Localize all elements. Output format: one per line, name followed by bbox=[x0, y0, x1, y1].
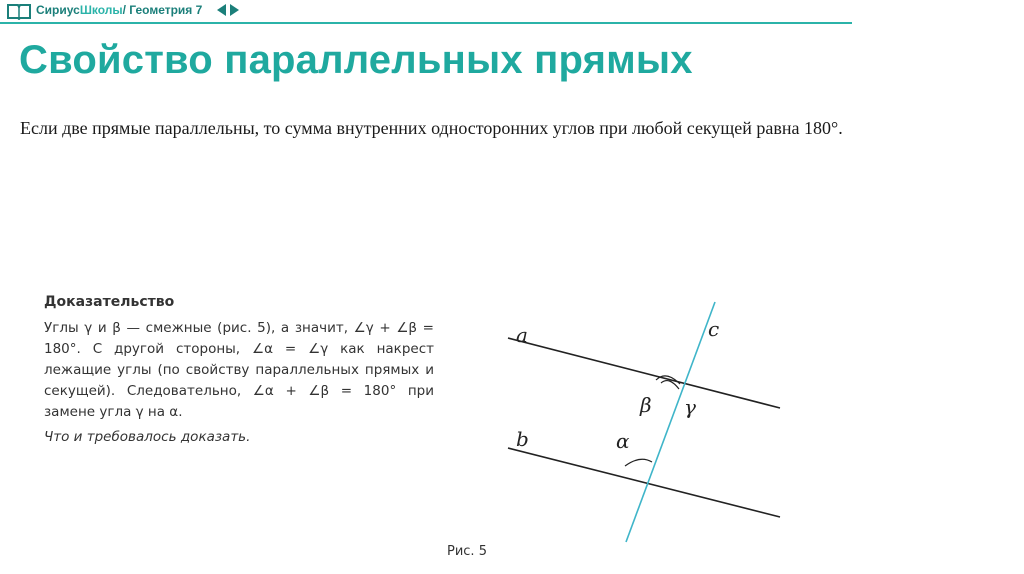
book-icon bbox=[6, 2, 32, 20]
brand-name-part2: Школы bbox=[79, 3, 123, 17]
label-b: b bbox=[516, 427, 529, 451]
slide-title: Свойство параллельных прямых bbox=[19, 38, 693, 82]
header-bar bbox=[0, 0, 1024, 24]
header-divider bbox=[0, 22, 852, 24]
label-c: c bbox=[708, 317, 720, 341]
proof-body: Углы γ и β — смежные (рис. 5), а значит, ∠γ + ∠β = 180°. С другой стороны, ∠α = ∠γ как накрест лежащие углы (по свойству параллельных прямых и секущей). Следовательно, ∠α + ∠β = 180° при замене угла γ на α. bbox=[44, 320, 434, 420]
label-a: a bbox=[516, 323, 528, 347]
proof-block bbox=[44, 294, 434, 445]
breadcrumb bbox=[36, 3, 202, 17]
label-beta: β bbox=[640, 393, 652, 417]
nav-arrows-icon[interactable] bbox=[217, 4, 239, 16]
theorem-statement: Если две прямые параллельны, то сумма внутренних односторонних углов при любой секущей равна 180°. bbox=[20, 118, 843, 138]
label-gamma: γ bbox=[684, 395, 696, 419]
proof-heading: Доказательство bbox=[44, 294, 175, 310]
line-b bbox=[508, 448, 780, 517]
angle-arc-alpha bbox=[625, 459, 652, 466]
course-name: / Геометрия 7 bbox=[122, 3, 203, 17]
secant-c bbox=[626, 302, 715, 542]
figure-parallel-lines bbox=[490, 290, 800, 550]
figure-caption: Рис. 5 bbox=[447, 544, 487, 559]
brand-name-part1: Сириус bbox=[36, 3, 80, 17]
proof-conclusion: Что и требовалось доказать. bbox=[44, 429, 251, 445]
label-alpha: α bbox=[616, 429, 630, 453]
